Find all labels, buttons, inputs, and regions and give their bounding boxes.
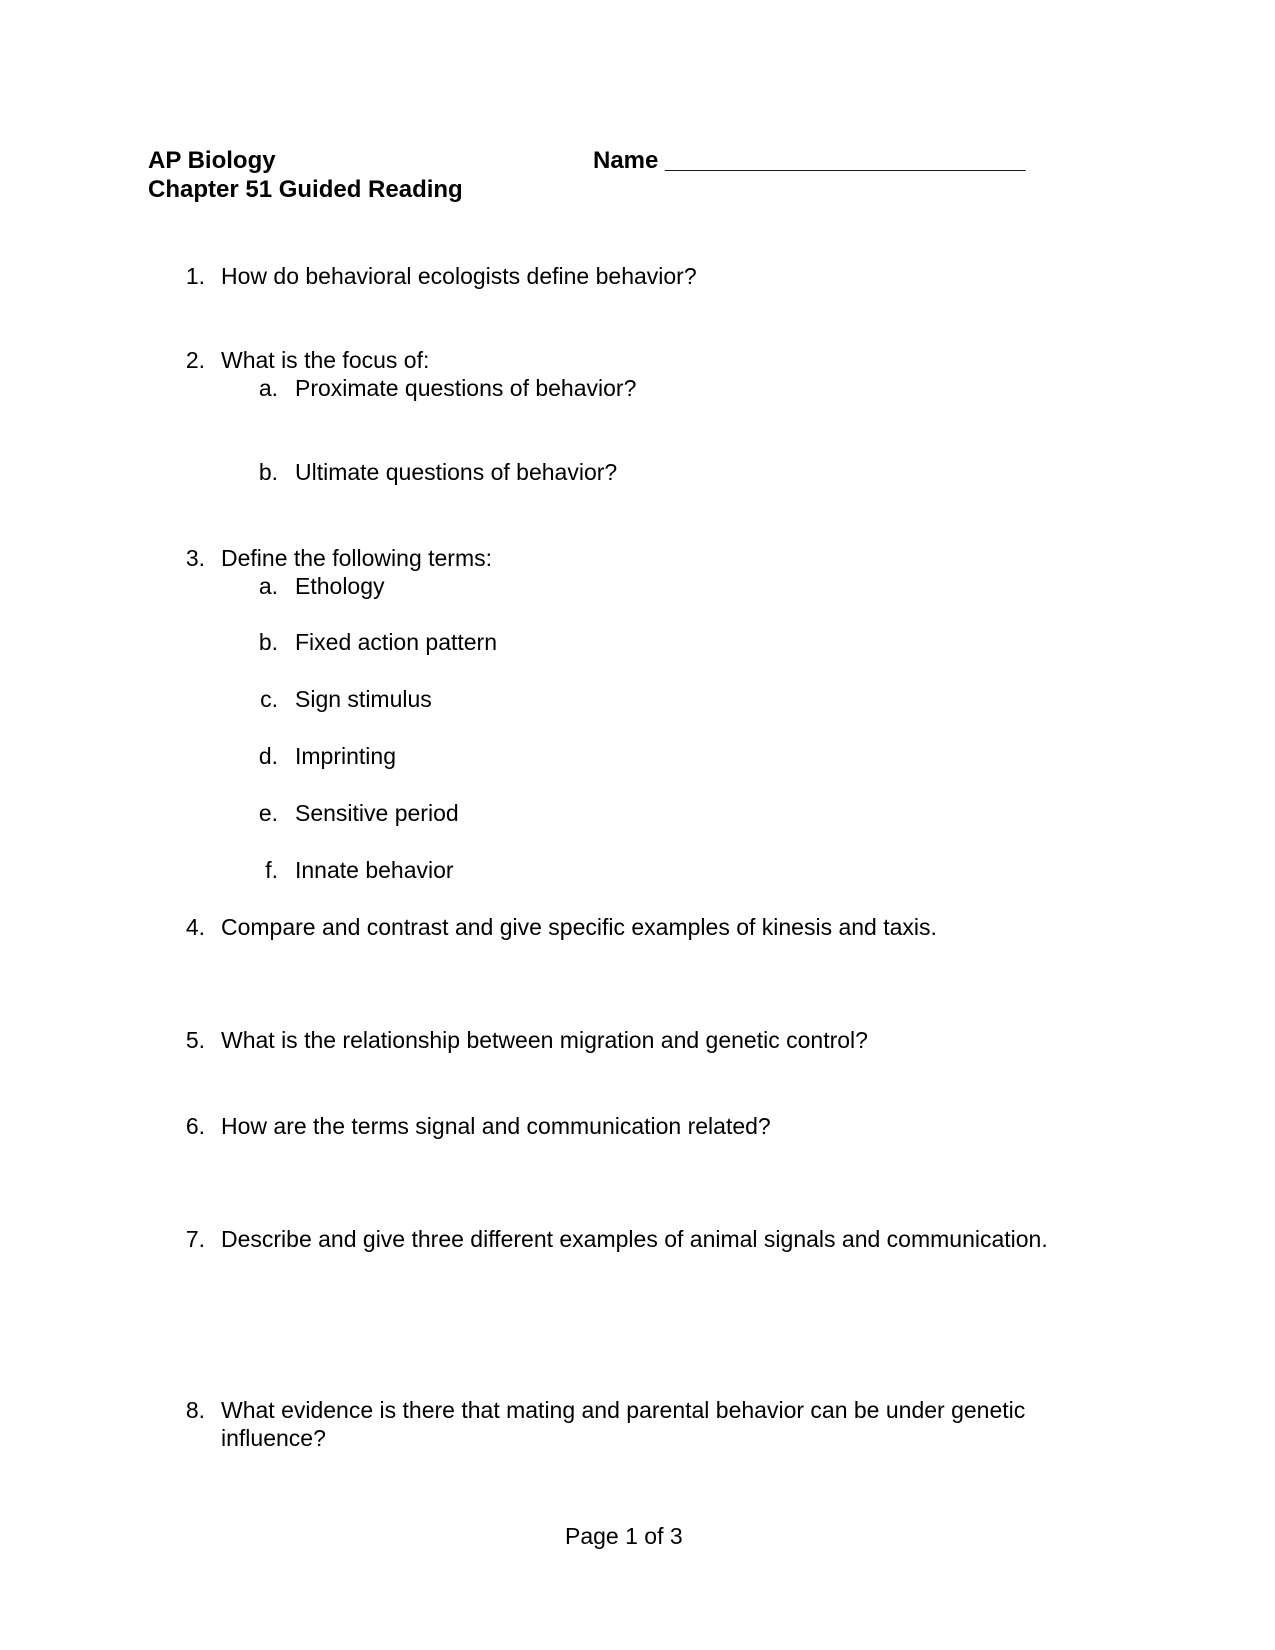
- subitem-label: b.: [258, 459, 278, 485]
- question-text-continued: influence?: [221, 1425, 326, 1451]
- subitem-label: b.: [258, 629, 278, 655]
- question-text: Describe and give three different examples of animal signals and communication.: [221, 1226, 1048, 1252]
- subitem-text: Sensitive period: [295, 800, 459, 826]
- subitem-text: Ethology: [295, 573, 385, 599]
- subitem-text: Ultimate questions of behavior?: [295, 459, 618, 485]
- subitem-label: d.: [258, 743, 278, 769]
- name-field[interactable]: Name ___________________________: [593, 147, 1026, 174]
- course-title: AP Biology: [148, 147, 276, 174]
- question-number: 4.: [185, 914, 205, 940]
- subitem-text: Fixed action pattern: [295, 629, 498, 655]
- subitem-label: c.: [260, 686, 278, 712]
- question-number: 7.: [185, 1226, 205, 1252]
- question-text: Define the following terms:: [221, 545, 493, 571]
- chapter-title: Chapter 51 Guided Reading: [148, 176, 463, 203]
- subitem-label: a.: [258, 375, 278, 401]
- question-text: What is the relationship between migration and genetic control?: [221, 1027, 868, 1053]
- subitem-text: Imprinting: [295, 743, 396, 769]
- question-number: 5.: [185, 1027, 205, 1053]
- subitem-label: a.: [258, 573, 278, 599]
- question-number: 6.: [185, 1113, 205, 1139]
- subitem-text: Innate behavior: [295, 857, 454, 883]
- question-text: What is the focus of:: [221, 347, 430, 373]
- question-text: How are the terms signal and communication related?: [221, 1113, 771, 1139]
- question-number: 3.: [185, 545, 205, 571]
- subitem-label: e.: [258, 800, 278, 826]
- subitem-label: f.: [265, 857, 278, 883]
- question-text: Compare and contrast and give specific examples of kinesis and taxis.: [221, 914, 937, 940]
- subitem-text: Sign stimulus: [295, 686, 432, 712]
- question-text: What evidence is there that mating and parental behavior can be under genetic: [221, 1397, 1026, 1423]
- page-number: Page 1 of 3: [565, 1523, 683, 1549]
- question-number: 1.: [185, 263, 205, 289]
- question-number: 8.: [185, 1397, 205, 1423]
- subitem-text: Proximate questions of behavior?: [295, 375, 637, 401]
- question-number: 2.: [185, 347, 205, 373]
- question-text: How do behavioral ecologists define behavior?: [221, 263, 697, 289]
